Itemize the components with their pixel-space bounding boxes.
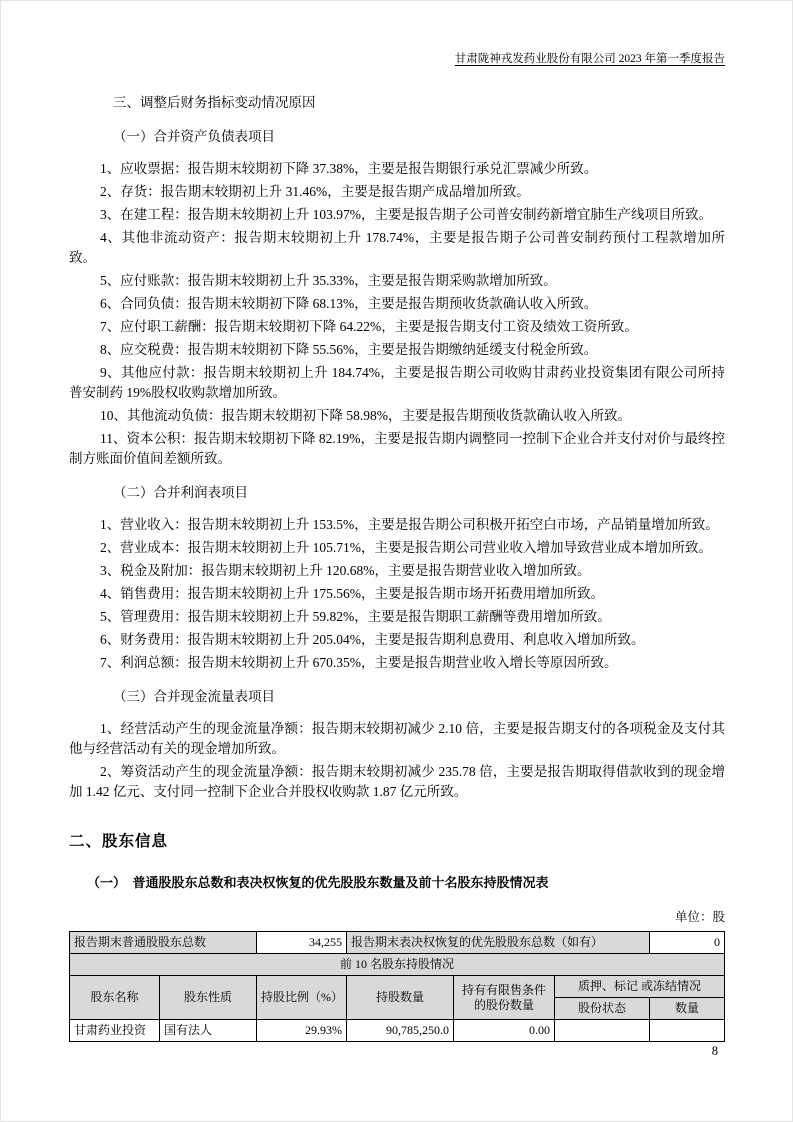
- restricted-shares-cell: 0.00: [454, 1020, 555, 1042]
- document-body: [69, 93, 725, 1042]
- balance-item-2: 2、存货：报告期末较期初上升 31.46%，主要是报告期产成品增加所致。: [100, 184, 530, 199]
- balance-item-4: 4、其他非流动资产：报告期末较期初上升 178.74%，主要是报告期子公司普安制药预付工程款增加所致。: [69, 230, 725, 265]
- shares-held-cell: 90,785,250.0: [347, 1020, 454, 1042]
- balance-item-6: 6、合同负债：报告期末较期初下降 68.13%，主要是报告期预收货款确认收入所致。: [100, 296, 598, 311]
- balance-item-3: 3、在建工程：报告期末较期初上升 103.97%，主要是报告期子公司普安制药新增宜肺生产线项目所致。: [100, 207, 712, 222]
- unit-label: 单位：股: [674, 910, 725, 924]
- income-item-4: 4、销售费用：报告期末较期初上升 175.56%，主要是报告期市场开拓费用增加所致。: [100, 586, 604, 601]
- table-row-top10-banner: [70, 954, 725, 976]
- holding-ratio-cell: 29.93%: [257, 1020, 347, 1042]
- balance-item-9: 9、其他应付款：报告期末较期初上升 184.74%，主要是报告期公司收购甘肃药业投资集团有限公司所持普安制药 19%股权收购款增加所致。: [69, 365, 725, 400]
- pledge-quantity-cell: [650, 1020, 725, 1042]
- column-header-pledge-status: 股份状态: [555, 998, 650, 1020]
- pledge-status-cell: [555, 1020, 650, 1042]
- top10-shareholders-banner: 前 10 名股东持股情况: [70, 954, 725, 976]
- preferred-shareholders-total-label: 报告期末表决权恢复的优先股股东总数（如有）: [347, 932, 650, 954]
- income-item-2: 2、营业成本：报告期末较期初上升 105.71%，主要是报告期公司营业收入增加导致营业成本增加所致。: [100, 540, 712, 555]
- subsection-cashflow-title: （三）合并现金流量表项目: [113, 689, 275, 704]
- section-shareholder-info-title: 二、股东信息: [69, 833, 169, 850]
- cashflow-item-2: 2、筹资活动产生的现金流量净额：报告期末较期初减少 235.78 倍，主要是报告期取得借款收到的现金增加 1.42 亿元、支付同一控制下企业合并股权收购款 1.87 亿元所致。: [69, 764, 725, 799]
- common-shareholders-total-label: 报告期末普通股股东总数: [70, 932, 257, 954]
- column-header-shares-held: 持股数量: [347, 976, 454, 1020]
- preferred-shareholders-total-value: 0: [650, 932, 725, 954]
- shareholder-nature-cell: 国有法人: [160, 1020, 257, 1042]
- table-row-shareholder-totals: [70, 932, 725, 954]
- column-header-pledge-group: 质押、标记 或冻结情况: [555, 976, 725, 998]
- column-header-shareholder-nature: 股东性质: [160, 976, 257, 1020]
- document-header-title: 甘肃陇神戎发药业股份有限公司 2023 年第一季度报告: [454, 53, 725, 65]
- subsection-income-statement-title: （二）合并利润表项目: [113, 485, 248, 500]
- income-item-7: 7、利润总额：报告期末较期初上升 670.35%，主要是报告期营业收入增长等原因所致。: [100, 655, 618, 670]
- column-header-shareholder-name: 股东名称: [70, 976, 160, 1020]
- shareholder-name-cell: 甘肃药业投资: [70, 1020, 160, 1042]
- income-item-3: 3、税金及附加：报告期末较期初上升 120.68%，主要是报告期营业收入增加所致。: [100, 563, 591, 578]
- shareholder-table: [69, 931, 725, 1042]
- table-row-shareholder-1: [70, 1020, 725, 1042]
- income-item-5: 5、管理费用：报告期末较期初上升 59.82%，主要是报告期职工薪酬等费用增加所致。: [100, 609, 611, 624]
- balance-item-11: 11、资本公积：报告期末较期初下降 82.19%，主要是报告期内调整同一控制下企业合并支付对价与最终控制方账面价值间差额所致。: [69, 431, 725, 466]
- subsection-balance-sheet-title: （一）合并资产负债表项目: [113, 129, 275, 144]
- cashflow-item-1: 1、经营活动产生的现金流量净额：报告期末较期初减少 2.10 倍，主要是报告期支付的各项税金及支付其他与经营活动有关的现金增加所致。: [69, 721, 725, 756]
- balance-item-7: 7、应付职工薪酬：报告期末较期初下降 64.22%，主要是报告期支付工资及绩效工资所致。: [100, 319, 638, 334]
- section-adjusted-indicators-title: 三、调整后财务指标变动情况原因: [113, 95, 316, 110]
- subsection-top10-shareholders-title: （一） 普通股股东总数和表决权恢复的优先股股东数量及前十名股东持股情况表: [87, 875, 549, 890]
- balance-item-10: 10、其他流动负债：报告期末较期初下降 58.98%，主要是报告期预收货款确认收入所致。: [100, 408, 631, 423]
- balance-item-5: 5、应付账款：报告期末较期初上升 35.33%，主要是报告期采购款增加所致。: [100, 273, 557, 288]
- balance-item-8: 8、应交税费：报告期末较期初下降 55.56%，主要是报告期缴纳延缓支付税金所致。: [100, 342, 598, 357]
- income-item-1: 1、营业收入：报告期末较期初上升 153.5%，主要是报告期公司积极开拓空白市场，产品销量增加所致。: [100, 517, 719, 532]
- income-item-6: 6、财务费用：报告期末较期初上升 205.04%，主要是报告期利息费用、利息收入增加所致。: [100, 632, 645, 647]
- column-header-holding-ratio: 持股比例（%）: [257, 976, 347, 1020]
- document-header: [69, 51, 725, 67]
- table-header-row: [70, 976, 725, 998]
- column-header-pledge-quantity: 数量: [650, 998, 725, 1020]
- page-number: 8: [711, 1044, 718, 1058]
- column-header-restricted-shares: 持有有限售条件的股份数量: [454, 976, 555, 1020]
- common-shareholders-total-value: 34,255: [257, 932, 347, 954]
- balance-item-1: 1、应收票据：报告期末较期初下降 37.38%，主要是报告期银行承兑汇票减少所致。: [100, 161, 598, 176]
